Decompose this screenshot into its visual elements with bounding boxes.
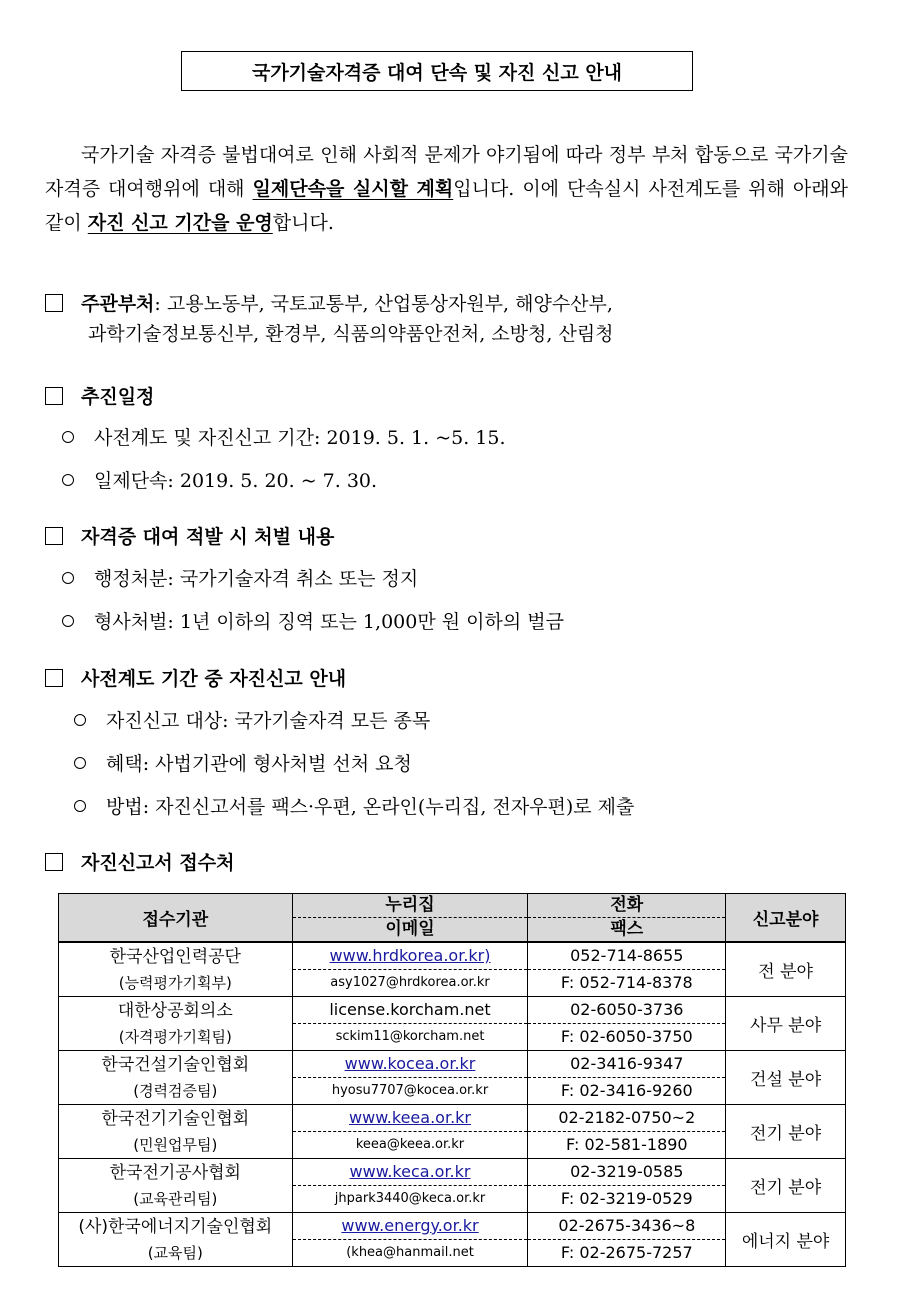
web-email-cell bbox=[292, 997, 528, 1051]
circle-bullet-icon bbox=[62, 615, 74, 627]
website-link[interactable]: www.hrdkorea.or.kr) bbox=[293, 943, 528, 970]
fax-text: F: 02-581-1890 bbox=[566, 1135, 688, 1154]
website-link[interactable]: www.keca.or.kr bbox=[293, 1159, 528, 1186]
section-guide bbox=[45, 664, 346, 694]
field-cell: 전기 분야 bbox=[726, 1105, 846, 1159]
table-row bbox=[59, 1105, 846, 1159]
section-schedule bbox=[45, 382, 154, 412]
section-schedule-heading: 추진일정 bbox=[81, 386, 155, 408]
circle-bullet-icon bbox=[62, 572, 74, 584]
field-cell: 전기 분야 bbox=[726, 1159, 846, 1213]
table-header-row bbox=[59, 894, 846, 943]
header-phone-fax bbox=[528, 894, 726, 943]
fax-text: F: 052-714-8378 bbox=[560, 973, 693, 992]
section-agency-heading: 주관부처 bbox=[81, 293, 155, 315]
circle-bullet-icon bbox=[62, 431, 74, 443]
offices-table bbox=[58, 893, 846, 1267]
header-org: 접수기관 bbox=[59, 894, 293, 943]
fax-text: F: 02-6050-3750 bbox=[560, 1027, 693, 1046]
fax-text: F: 02-2675-7257 bbox=[560, 1243, 693, 1262]
intro-text-2: 입니다. 이에 단속실시 사전계도를 위해 아래와 같이 bbox=[45, 178, 848, 234]
email-text: jhpark3440@keca.or.kr bbox=[334, 1191, 486, 1206]
header-fax: 팩스 bbox=[610, 919, 644, 939]
intro-paragraph bbox=[45, 138, 848, 240]
penalty-item bbox=[62, 607, 564, 637]
header-field: 신고분야 bbox=[726, 894, 846, 943]
section-agency-line1: : 고용노동부, 국토교통부, 산업통상자원부, 해양수산부, bbox=[154, 293, 613, 315]
section-penalty bbox=[45, 522, 334, 552]
web-email-cell bbox=[292, 942, 528, 997]
page-title-text: 국가기술자격증 대여 단속 및 자진 신고 안내 bbox=[251, 61, 623, 84]
square-bullet-icon bbox=[45, 853, 63, 871]
header-web-email bbox=[292, 894, 528, 943]
table-row bbox=[59, 997, 846, 1051]
phone-text: 02-2182-0750~2 bbox=[528, 1105, 725, 1132]
org-cell: 한국전기기술인협회 (민원업무팀) bbox=[59, 1105, 293, 1159]
square-bullet-icon bbox=[45, 527, 63, 545]
section-offices-heading: 자진신고서 접수처 bbox=[81, 852, 235, 874]
phone-fax-cell bbox=[528, 997, 726, 1051]
email-text: hyosu7707@kocea.or.kr bbox=[331, 1083, 489, 1098]
table-row bbox=[59, 1159, 846, 1213]
email-text: (khea@hanmail.net bbox=[346, 1245, 474, 1260]
intro-text-1: 국가기술 자격증 불법대여로 인해 사회적 문제가 야기됨에 따라 정부 부처 합동으로 국가기술 자격증 대여행위에 대해 bbox=[45, 144, 848, 200]
web-email-cell bbox=[292, 1051, 528, 1105]
field-cell: 건설 분야 bbox=[726, 1051, 846, 1105]
website-link[interactable]: license.korcham.net bbox=[293, 997, 528, 1024]
web-email-cell bbox=[292, 1159, 528, 1213]
table-row bbox=[59, 1051, 846, 1105]
section-agency-line2: 과학기술정보통신부, 환경부, 식품의약품안전처, 소방청, 산림청 bbox=[88, 323, 614, 345]
section-penalty-heading: 자격증 대여 적발 시 처벌 내용 bbox=[81, 526, 335, 548]
phone-fax-cell bbox=[528, 1213, 726, 1267]
org-cell: 한국산업인력공단 (능력평가기획부) bbox=[59, 942, 293, 997]
section-guide-heading: 사전계도 기간 중 자진신고 안내 bbox=[81, 668, 347, 690]
phone-text: 02-3219-0585 bbox=[528, 1159, 725, 1186]
website-link[interactable]: www.energy.or.kr bbox=[293, 1213, 528, 1240]
email-text: sckim11@korcham.net bbox=[335, 1029, 485, 1044]
section-offices bbox=[45, 848, 234, 878]
penalty-item-text: 행정처분: 국가기술자격 취소 또는 정지 bbox=[94, 568, 419, 590]
section-agency bbox=[45, 289, 614, 349]
web-email-cell bbox=[292, 1213, 528, 1267]
circle-bullet-icon bbox=[74, 800, 86, 812]
circle-bullet-icon bbox=[74, 757, 86, 769]
circle-bullet-icon bbox=[62, 474, 74, 486]
intro-text-3: 합니다. bbox=[272, 212, 334, 234]
org-cell: 한국전기공사협회 (교육관리팀) bbox=[59, 1159, 293, 1213]
phone-text: 052-714-8655 bbox=[528, 943, 725, 970]
web-email-cell bbox=[292, 1105, 528, 1159]
email-text: keea@keea.or.kr bbox=[355, 1137, 465, 1152]
fax-text: F: 02-3416-9260 bbox=[560, 1081, 693, 1100]
guide-item-text: 자진신고 대상: 국가기술자격 모든 종목 bbox=[106, 710, 431, 732]
fax-text: F: 02-3219-0529 bbox=[560, 1189, 693, 1208]
field-cell: 사무 분야 bbox=[726, 997, 846, 1051]
penalty-item bbox=[62, 564, 418, 594]
schedule-item-text: 일제단속: 2019. 5. 20. ~ 7. 30. bbox=[94, 470, 378, 492]
page-title bbox=[181, 51, 693, 91]
square-bullet-icon bbox=[45, 387, 63, 405]
intro-emphasis-2: 자진 신고 기간을 운영 bbox=[87, 212, 273, 234]
schedule-item bbox=[62, 423, 506, 453]
field-cell: 전 분야 bbox=[726, 942, 846, 997]
phone-text: 02-6050-3736 bbox=[528, 997, 725, 1024]
penalty-item-text: 형사처벌: 1년 이하의 징역 또는 1,000만 원 이하의 벌금 bbox=[94, 611, 564, 633]
header-phone: 전화 bbox=[528, 894, 725, 918]
phone-fax-cell bbox=[528, 1159, 726, 1213]
guide-item bbox=[74, 792, 634, 822]
guide-item-text: 방법: 자진신고서를 팩스·우편, 온라인(누리집, 전자우편)로 제출 bbox=[106, 796, 635, 818]
square-bullet-icon bbox=[45, 669, 63, 687]
phone-fax-cell bbox=[528, 1105, 726, 1159]
square-bullet-icon bbox=[45, 294, 63, 312]
phone-text: 02-2675-3436~8 bbox=[528, 1213, 725, 1240]
org-cell: (사)한국에너지기술인협회 (교육팀) bbox=[59, 1213, 293, 1267]
table-row bbox=[59, 942, 846, 997]
org-cell: 대한상공회의소 (자격평가기획팀) bbox=[59, 997, 293, 1051]
schedule-item bbox=[62, 466, 377, 496]
guide-item bbox=[74, 749, 412, 779]
header-web: 누리집 bbox=[293, 894, 528, 918]
phone-text: 02-3416-9347 bbox=[528, 1051, 725, 1078]
website-link[interactable]: www.keea.or.kr bbox=[293, 1105, 528, 1132]
guide-item-text: 혜택: 사법기관에 형사처벌 선처 요청 bbox=[106, 753, 412, 775]
phone-fax-cell bbox=[528, 1051, 726, 1105]
org-cell: 한국건설기술인협회 (경력검증팀) bbox=[59, 1051, 293, 1105]
circle-bullet-icon bbox=[74, 714, 86, 726]
schedule-item-text: 사전계도 및 자진신고 기간: 2019. 5. 1. ~5. 15. bbox=[94, 427, 506, 449]
header-email: 이메일 bbox=[385, 919, 435, 939]
phone-fax-cell bbox=[528, 942, 726, 997]
table-row bbox=[59, 1213, 846, 1267]
intro-emphasis-1: 일제단속을 실시할 계획 bbox=[252, 178, 454, 200]
email-text: asy1027@hrdkorea.or.kr bbox=[330, 975, 490, 990]
field-cell: 에너지 분야 bbox=[726, 1213, 846, 1267]
website-link[interactable]: www.kocea.or.kr bbox=[293, 1051, 528, 1078]
guide-item bbox=[74, 706, 430, 736]
